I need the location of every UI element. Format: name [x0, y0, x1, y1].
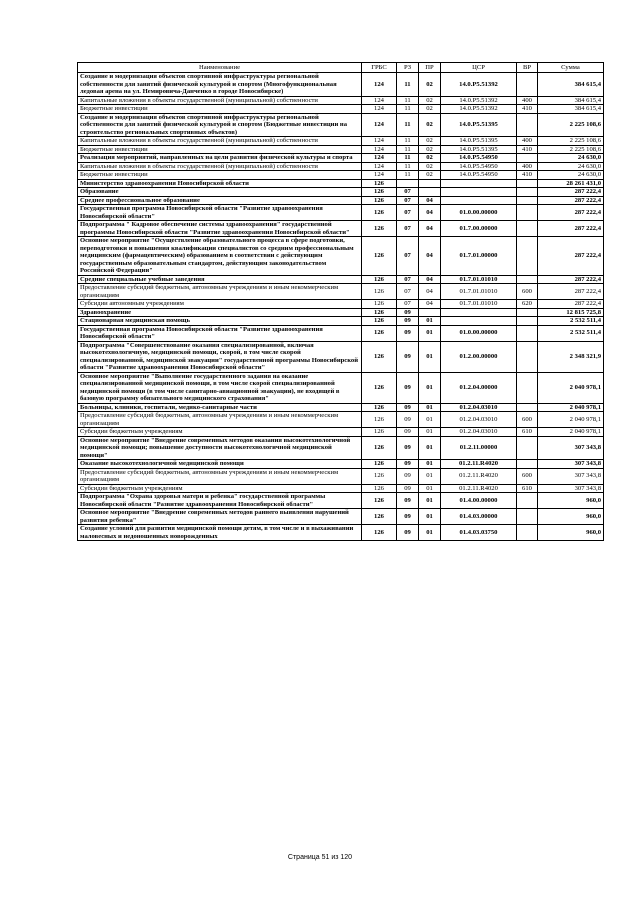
table-row: [78, 341, 604, 372]
cell-grbs: 124: [362, 96, 397, 105]
cell-name: Субсидии бюджетным учреждениям: [78, 484, 362, 493]
cell-csr: 01.7.00.00000: [441, 221, 517, 237]
cell-grbs: 124: [362, 154, 397, 163]
cell-vr: [517, 325, 538, 341]
table-row: [78, 145, 604, 154]
cell-name: Бюджетные инвестиции: [78, 171, 362, 180]
cell-csr: 01.7.01.01010: [441, 284, 517, 300]
cell-name: Субсидии бюджетным учреждениям: [78, 428, 362, 437]
column-header-rz: РЗ: [397, 63, 419, 73]
cell-pr: [419, 308, 441, 317]
table-row: [78, 300, 604, 309]
cell-sum: 287 222,4: [538, 300, 604, 309]
table-row: [78, 105, 604, 114]
cell-rz: 09: [397, 509, 419, 525]
table-row: [78, 96, 604, 105]
cell-grbs: 126: [362, 284, 397, 300]
cell-grbs: 126: [362, 325, 397, 341]
cell-grbs: 126: [362, 468, 397, 484]
cell-grbs: 124: [362, 171, 397, 180]
cell-csr: 01.4.03.03750: [441, 525, 517, 541]
column-header-vr: ВР: [517, 63, 538, 73]
table-row: [78, 237, 604, 276]
cell-name: Министерство здравоохранения Новосибирской области: [78, 179, 362, 188]
cell-grbs: 126: [362, 237, 397, 276]
cell-vr: [517, 188, 538, 197]
cell-csr: 14.0.P5.51392: [441, 73, 517, 97]
cell-name: Капитальные вложения в объекты государственной (муниципальной) собственности: [78, 96, 362, 105]
cell-sum: 287 222,4: [538, 221, 604, 237]
cell-sum: 2 225 108,6: [538, 113, 604, 137]
cell-pr: 02: [419, 171, 441, 180]
cell-grbs: 126: [362, 372, 397, 403]
table-row: [78, 412, 604, 428]
cell-pr: 04: [419, 284, 441, 300]
cell-rz: 09: [397, 341, 419, 372]
cell-sum: 960,0: [538, 509, 604, 525]
cell-csr: 01.2.04.03010: [441, 403, 517, 412]
cell-pr: 01: [419, 372, 441, 403]
cell-csr: 01.4.03.00000: [441, 509, 517, 525]
table-row: [78, 525, 604, 541]
cell-pr: 01: [419, 468, 441, 484]
cell-csr: 01.2.11.R4020: [441, 468, 517, 484]
cell-rz: 11: [397, 105, 419, 114]
cell-vr: 600: [517, 284, 538, 300]
cell-rz: 09: [397, 468, 419, 484]
cell-grbs: 124: [362, 145, 397, 154]
cell-vr: [517, 221, 538, 237]
cell-vr: 410: [517, 171, 538, 180]
cell-pr: 02: [419, 137, 441, 146]
cell-rz: 09: [397, 428, 419, 437]
cell-name: Создание и модернизация объектов спортивной инфраструктуры региональной собственности для занятий физической культурой и спортом (Бюджетные инвестиции на строительство региональных спортивных объектов): [78, 113, 362, 137]
cell-sum: 12 815 725,8: [538, 308, 604, 317]
cell-vr: [517, 372, 538, 403]
cell-name: Средние специальные учебные заведения: [78, 275, 362, 284]
cell-vr: [517, 403, 538, 412]
cell-name: Основное мероприятие "Внедрение современных методов раннего выявления нарушений развития ребенка": [78, 509, 362, 525]
cell-pr: 01: [419, 317, 441, 326]
cell-vr: 620: [517, 300, 538, 309]
cell-sum: 2 040 978,1: [538, 412, 604, 428]
cell-csr: 01.0.00.00000: [441, 205, 517, 221]
table-row: [78, 493, 604, 509]
cell-csr: 14.0.P5.51395: [441, 145, 517, 154]
cell-sum: 960,0: [538, 525, 604, 541]
cell-pr: 02: [419, 145, 441, 154]
cell-grbs: 124: [362, 105, 397, 114]
cell-pr: 04: [419, 221, 441, 237]
cell-grbs: 126: [362, 403, 397, 412]
cell-name: Субсидии автономным учреждениям: [78, 300, 362, 309]
cell-vr: [517, 196, 538, 205]
cell-vr: [517, 179, 538, 188]
cell-grbs: 126: [362, 300, 397, 309]
cell-name: Подпрограмма "Совершенствование оказания специализированной, включая высокотехнологичную, медицинской помощи, скорой, в том числе скорой специализированной, медицинской эвакуации" государственной программы Новосибирской области "Развитие здравоохранения Новосибирской области": [78, 341, 362, 372]
cell-rz: 09: [397, 325, 419, 341]
cell-vr: 400: [517, 96, 538, 105]
cell-csr: 14.0.P5.54950: [441, 154, 517, 163]
cell-name: Предоставление субсидий бюджетным, автономным учреждениям и иным некоммерческим организациям: [78, 468, 362, 484]
cell-grbs: 126: [362, 412, 397, 428]
column-header-grbs: ГРБС: [362, 63, 397, 73]
cell-rz: 07: [397, 237, 419, 276]
cell-name: Подпрограмма " Кадровое обеспечение системы здравоохранения" государственной программы Новосибирской области "Развитие здравоохранения Новосибирской области": [78, 221, 362, 237]
cell-name: Среднее профессиональное образование: [78, 196, 362, 205]
cell-name: Создание условий для развития медицинской помощи детям, в том числе и в выхаживании маловесных и недоношенных новорожденных: [78, 525, 362, 541]
cell-vr: 410: [517, 145, 538, 154]
cell-vr: 400: [517, 162, 538, 171]
table-row: [78, 284, 604, 300]
cell-sum: 307 343,8: [538, 436, 604, 460]
table-row: [78, 205, 604, 221]
cell-rz: 07: [397, 300, 419, 309]
cell-grbs: 126: [362, 188, 397, 197]
cell-sum: 287 222,4: [538, 196, 604, 205]
cell-csr: [441, 196, 517, 205]
cell-name: Капитальные вложения в объекты государственной (муниципальной) собственности: [78, 137, 362, 146]
cell-name: Предоставление субсидий бюджетным, автономным учреждениям и иным некоммерческим организациям: [78, 284, 362, 300]
cell-sum: 307 343,8: [538, 460, 604, 469]
cell-csr: 14.0.P5.51395: [441, 113, 517, 137]
cell-vr: [517, 341, 538, 372]
cell-pr: 01: [419, 484, 441, 493]
cell-name: Капитальные вложения в объекты государственной (муниципальной) собственности: [78, 162, 362, 171]
cell-pr: 01: [419, 325, 441, 341]
cell-grbs: 124: [362, 137, 397, 146]
cell-sum: 384 615,4: [538, 96, 604, 105]
cell-vr: [517, 317, 538, 326]
cell-vr: [517, 493, 538, 509]
cell-pr: 01: [419, 525, 441, 541]
cell-csr: 01.0.00.00000: [441, 325, 517, 341]
cell-sum: 2 532 511,4: [538, 325, 604, 341]
cell-vr: [517, 275, 538, 284]
cell-rz: 11: [397, 162, 419, 171]
cell-grbs: 124: [362, 113, 397, 137]
table-row: [78, 113, 604, 137]
cell-grbs: 126: [362, 436, 397, 460]
cell-vr: 410: [517, 105, 538, 114]
cell-pr: 01: [419, 493, 441, 509]
cell-name: Бюджетные инвестиции: [78, 105, 362, 114]
cell-name: Здравоохранение: [78, 308, 362, 317]
cell-name: Больницы, клиники, госпитали, медико-санитарные части: [78, 403, 362, 412]
cell-grbs: 126: [362, 341, 397, 372]
cell-sum: 24 630,0: [538, 162, 604, 171]
cell-name: Предоставление субсидий бюджетным, автономным учреждениям и иным некоммерческим организациям: [78, 412, 362, 428]
cell-sum: 2 225 108,6: [538, 145, 604, 154]
column-header-sum: Сумма: [538, 63, 604, 73]
cell-name: Государственная программа Новосибирской области "Развитие здравоохранения Новосибирской области": [78, 205, 362, 221]
cell-sum: 384 615,4: [538, 73, 604, 97]
cell-csr: 14.0.P5.51392: [441, 96, 517, 105]
table-row: [78, 275, 604, 284]
cell-rz: 07: [397, 205, 419, 221]
cell-sum: 24 630,0: [538, 171, 604, 180]
cell-vr: [517, 509, 538, 525]
cell-grbs: 126: [362, 221, 397, 237]
cell-csr: [441, 188, 517, 197]
column-header-csr: ЦСР: [441, 63, 517, 73]
table-header-row: [78, 63, 604, 73]
cell-name: Оказание высокотехнологичной медицинской помощи: [78, 460, 362, 469]
cell-sum: 287 222,4: [538, 188, 604, 197]
cell-rz: 09: [397, 403, 419, 412]
cell-rz: 09: [397, 484, 419, 493]
cell-pr: 01: [419, 428, 441, 437]
table-row: [78, 468, 604, 484]
cell-grbs: 126: [362, 460, 397, 469]
cell-pr: 01: [419, 412, 441, 428]
cell-sum: 2 348 321,9: [538, 341, 604, 372]
cell-pr: 02: [419, 105, 441, 114]
cell-pr: 04: [419, 300, 441, 309]
column-header-pr: ПР: [419, 63, 441, 73]
cell-csr: 14.0.P5.51392: [441, 105, 517, 114]
cell-rz: 11: [397, 113, 419, 137]
cell-name: Бюджетные инвестиции: [78, 145, 362, 154]
cell-pr: 04: [419, 237, 441, 276]
cell-sum: 28 261 431,0: [538, 179, 604, 188]
cell-vr: [517, 460, 538, 469]
cell-csr: 01.4.00.00000: [441, 493, 517, 509]
cell-sum: 287 222,4: [538, 284, 604, 300]
table-row: [78, 171, 604, 180]
cell-rz: 11: [397, 171, 419, 180]
cell-pr: 04: [419, 205, 441, 221]
cell-sum: 2 532 511,4: [538, 317, 604, 326]
cell-name: Основное мероприятие "Выполнение государственного задания на оказание специализированной медицинской помощи, в том числе скорой специализированной медицинской помощи (в том числе санитарно-авиационной эвакуации), не входящей в базовую программу обязательного медицинского страхования": [78, 372, 362, 403]
cell-grbs: 126: [362, 179, 397, 188]
cell-pr: 01: [419, 460, 441, 469]
cell-name: Основное мероприятие "Внедрение современных методов оказания высокотехнологичной медицинской помощи; повышение доступности высокотехнологичной медицинской помощи": [78, 436, 362, 460]
cell-name: Основное мероприятие "Осуществление образовательного процесса в сфере подготовки, переподготовки и повышения квалификации специалистов со средним профессиональным медицинским (фармацевтическим) образованием в соответствии с действующим государственным образовательным стандартом, действующим законодательством Российской Федерации": [78, 237, 362, 276]
cell-sum: 287 222,4: [538, 275, 604, 284]
cell-pr: 02: [419, 162, 441, 171]
cell-pr: 01: [419, 341, 441, 372]
budget-table: [77, 62, 604, 541]
cell-rz: 07: [397, 275, 419, 284]
cell-grbs: 126: [362, 196, 397, 205]
cell-csr: [441, 308, 517, 317]
cell-pr: [419, 179, 441, 188]
table-row: [78, 436, 604, 460]
cell-csr: 01.7.01.01010: [441, 300, 517, 309]
table-row: [78, 196, 604, 205]
cell-sum: 307 343,8: [538, 468, 604, 484]
table-row: [78, 162, 604, 171]
cell-rz: 09: [397, 436, 419, 460]
table-row: [78, 221, 604, 237]
cell-grbs: 126: [362, 428, 397, 437]
cell-rz: [397, 179, 419, 188]
cell-rz: 09: [397, 308, 419, 317]
table-row: [78, 137, 604, 146]
cell-pr: 02: [419, 73, 441, 97]
table-row: [78, 154, 604, 163]
cell-name: Государственная программа Новосибирской области "Развитие здравоохранения Новосибирской области": [78, 325, 362, 341]
cell-name: Подпрограмма "Охрана здоровья матери и ребенка" государственной программы Новосибирской области "Развитие здравоохранения Новосибирской области": [78, 493, 362, 509]
table-row: [78, 317, 604, 326]
cell-pr: 02: [419, 113, 441, 137]
cell-vr: [517, 237, 538, 276]
cell-csr: 14.0.P5.54950: [441, 171, 517, 180]
cell-name: Создание и модернизация объектов спортивной инфраструктуры региональной собственности для занятий физической культурой и спортом (Многофункциональная ледовая арена на ул. Немировича-Данченко в городе Новосибирске): [78, 73, 362, 97]
cell-rz: 09: [397, 460, 419, 469]
cell-pr: 02: [419, 154, 441, 163]
cell-rz: 07: [397, 196, 419, 205]
cell-vr: 400: [517, 137, 538, 146]
cell-sum: 287 222,4: [538, 237, 604, 276]
cell-grbs: 124: [362, 73, 397, 97]
cell-vr: [517, 73, 538, 97]
cell-grbs: 126: [362, 205, 397, 221]
cell-csr: 01.2.04.03010: [441, 428, 517, 437]
cell-csr: 01.2.11.00000: [441, 436, 517, 460]
cell-pr: 01: [419, 509, 441, 525]
table-row: [78, 372, 604, 403]
table-row: [78, 460, 604, 469]
cell-grbs: 126: [362, 525, 397, 541]
cell-vr: [517, 525, 538, 541]
cell-vr: 610: [517, 428, 538, 437]
cell-csr: 01.2.11.R4020: [441, 484, 517, 493]
cell-sum: 2 225 108,6: [538, 137, 604, 146]
cell-rz: 07: [397, 188, 419, 197]
cell-name: Стационарная медицинская помощь: [78, 317, 362, 326]
cell-pr: 04: [419, 275, 441, 284]
table-row: [78, 484, 604, 493]
column-header-name: Наименование: [78, 63, 362, 73]
cell-grbs: 126: [362, 308, 397, 317]
cell-vr: 600: [517, 412, 538, 428]
cell-rz: 11: [397, 73, 419, 97]
cell-grbs: 126: [362, 484, 397, 493]
cell-sum: 960,0: [538, 493, 604, 509]
table-row: [78, 325, 604, 341]
cell-csr: 14.0.P5.54950: [441, 162, 517, 171]
cell-pr: 02: [419, 96, 441, 105]
cell-sum: 24 630,0: [538, 154, 604, 163]
cell-rz: 09: [397, 525, 419, 541]
cell-pr: [419, 188, 441, 197]
cell-rz: 09: [397, 412, 419, 428]
table-row: [78, 188, 604, 197]
cell-pr: 04: [419, 196, 441, 205]
cell-csr: 01.2.00.00000: [441, 341, 517, 372]
cell-rz: 07: [397, 221, 419, 237]
cell-vr: [517, 308, 538, 317]
cell-sum: 2 040 978,1: [538, 372, 604, 403]
cell-csr: 14.0.P5.51395: [441, 137, 517, 146]
cell-csr: 01.2.11.R4020: [441, 460, 517, 469]
cell-rz: 11: [397, 145, 419, 154]
cell-csr: 01.2.04.03010: [441, 412, 517, 428]
table-row: [78, 308, 604, 317]
cell-grbs: 126: [362, 275, 397, 284]
cell-grbs: 124: [362, 162, 397, 171]
cell-sum: 384 615,4: [538, 105, 604, 114]
cell-vr: 610: [517, 484, 538, 493]
table-body: [78, 73, 604, 541]
cell-rz: 11: [397, 137, 419, 146]
cell-pr: 01: [419, 436, 441, 460]
cell-vr: [517, 205, 538, 221]
cell-rz: 09: [397, 372, 419, 403]
table-row: [78, 428, 604, 437]
cell-vr: 600: [517, 468, 538, 484]
cell-vr: [517, 154, 538, 163]
cell-rz: 07: [397, 284, 419, 300]
cell-grbs: 126: [362, 509, 397, 525]
cell-vr: [517, 113, 538, 137]
cell-csr: 01.2.04.00000: [441, 372, 517, 403]
cell-csr: 01.7.01.00000: [441, 237, 517, 276]
cell-rz: 09: [397, 493, 419, 509]
cell-csr: 01.7.01.01010: [441, 275, 517, 284]
cell-rz: 11: [397, 154, 419, 163]
cell-sum: 287 222,4: [538, 205, 604, 221]
table-row: [78, 73, 604, 97]
cell-grbs: 126: [362, 493, 397, 509]
cell-grbs: 126: [362, 317, 397, 326]
cell-pr: 01: [419, 403, 441, 412]
cell-rz: 09: [397, 317, 419, 326]
cell-name: Образование: [78, 188, 362, 197]
cell-sum: 307 343,8: [538, 484, 604, 493]
cell-csr: [441, 179, 517, 188]
table-row: [78, 403, 604, 412]
cell-vr: [517, 436, 538, 460]
cell-csr: [441, 317, 517, 326]
cell-sum: 2 040 978,1: [538, 428, 604, 437]
table-row: [78, 179, 604, 188]
page-number: Страница 51 из 120: [287, 854, 353, 861]
cell-rz: 11: [397, 96, 419, 105]
cell-sum: 2 040 978,1: [538, 403, 604, 412]
table-row: [78, 509, 604, 525]
cell-name: Реализация мероприятий, направленных на цели развития физической культуры и спорта: [78, 154, 362, 163]
